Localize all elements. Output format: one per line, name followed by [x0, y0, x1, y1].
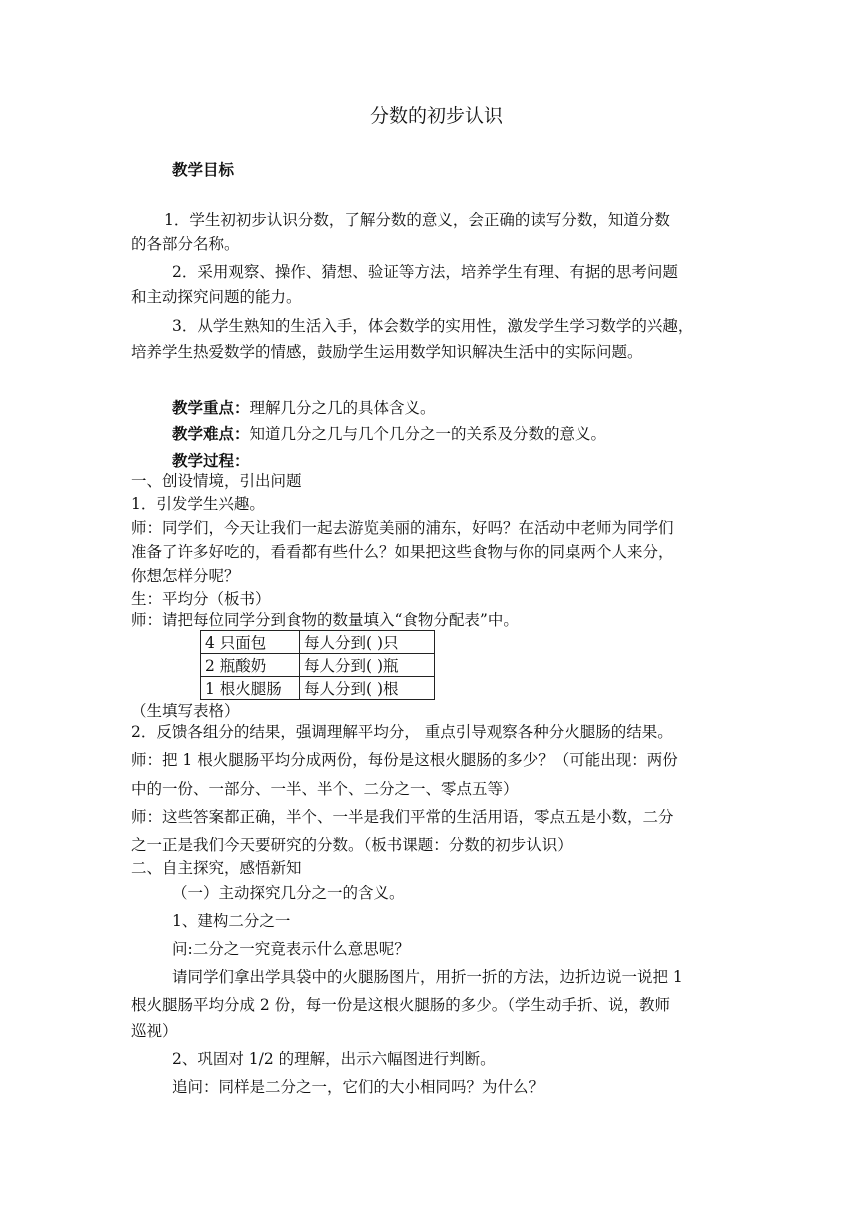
teacher-table-intro: 师：请把每位同学分到食物的数量填入“食物分配表”中。: [131, 611, 519, 629]
step-2-heading: 2．反馈各组分的结果，强调理解平均分， 重点引导观察各种分火腿肠的结果。: [131, 723, 673, 741]
teacher-answer-1: 师：这些答案都正确，半个、一半是我们平常的生活用语，零点五是小数，二分: [131, 808, 674, 826]
question-half: 问:二分之一究竟表示什么意思呢？: [172, 940, 410, 958]
table-cell-each: 每人分到( )根: [300, 677, 435, 700]
fold-activity-line-2: 根火腿肠平均分成 2 份，每一份是这根火腿肠的多少。（学生动手折、说，教师: [131, 996, 670, 1014]
key-point-text: 理解几分之几的具体含义。: [249, 399, 436, 417]
step-1-heading: 1．引发学生兴趣。: [131, 495, 265, 513]
objective-2-line-2: 和主动探究问题的能力。: [131, 288, 302, 306]
key-point: [172, 398, 436, 418]
fold-activity-line-3: 巡视）: [131, 1022, 178, 1040]
table-row: [201, 677, 435, 700]
table-cell-food: 4 只面包: [201, 631, 300, 654]
table-row: [201, 631, 435, 654]
process-heading: 教学过程：: [172, 451, 250, 470]
table-cell-food: 1 根火腿肠: [201, 677, 300, 700]
objective-2-line-1: 2．采用观察、操作、猜想、验证等方法，培养学生有理、有据的思考问题: [172, 263, 678, 281]
teacher-question-1: 师：把 1 根火腿肠平均分成两份，每份是这根火腿肠的多少？（可能出现：两份: [131, 751, 678, 769]
consolidate-half: 2、巩固对 1/2 的理解，出示六幅图进行判断。: [172, 1050, 496, 1068]
student-line: 生：平均分（板书）: [131, 590, 271, 608]
difficulty-label: 教学难点：: [172, 424, 250, 443]
follow-up-question: 追问：同样是二分之一，它们的大小相同吗？为什么？: [172, 1078, 545, 1096]
key-point-label: 教学重点：: [172, 398, 250, 417]
objective-3-line-1: 3．从学生熟知的生活入手，体会数学的实用性，激发学生学习数学的兴趣，: [172, 317, 694, 335]
fold-activity-line-1: 请同学们拿出学具袋中的火腿肠图片，用折一折的方法，边折边说一说把 1: [172, 968, 683, 986]
section-1-heading: 一、创设情境，引出问题: [131, 472, 302, 490]
teacher-line-1: 师：同学们，今天让我们一起去游览美丽的浦东，好吗？在活动中老师为同学们: [131, 519, 674, 537]
teacher-answer-2: 之一正是我们今天要研究的分数。（板书课题：分数的初步认识）: [131, 836, 573, 854]
teacher-line-3: 你想怎样分呢？: [131, 567, 240, 585]
document-title: 分数的初步认识: [370, 105, 504, 127]
table-cell-each: 每人分到( )只: [300, 631, 435, 654]
section-2-heading: 二、自主探究，感悟新知: [131, 859, 302, 877]
table-cell-each: 每人分到( )瓶: [300, 654, 435, 677]
student-fill-note: （生填写表格）: [131, 702, 240, 720]
teacher-question-2: 中的一份、一部分、一半、半个、二分之一、零点五等）: [131, 780, 519, 798]
objective-1-line-1: 1．学生初初步认识分数，了解分数的意义，会正确的读写分数，知道分数: [164, 211, 670, 229]
teacher-line-2: 准备了许多好吃的，看看都有些什么？如果把这些食物与你的同桌两个人来分，: [131, 543, 674, 561]
food-distribution-table: [200, 630, 435, 700]
construct-half-heading: 1、建构二分之一: [172, 912, 291, 930]
objective-3-line-2: 培养学生热爱数学的情感，鼓励学生运用数学知识解决生活中的实际问题。: [131, 343, 643, 361]
difficulty-text: 知道几分之几与几个几分之一的关系及分数的意义。: [249, 425, 607, 443]
table-row: [201, 654, 435, 677]
objective-1-line-2: 的各部分名称。: [131, 235, 240, 253]
table-cell-food: 2 瓶酸奶: [201, 654, 300, 677]
subsection-1-heading: （一）主动探究几分之一的含义。: [172, 884, 405, 902]
difficulty-point: [172, 424, 606, 444]
objectives-heading: 教学目标: [172, 160, 235, 179]
